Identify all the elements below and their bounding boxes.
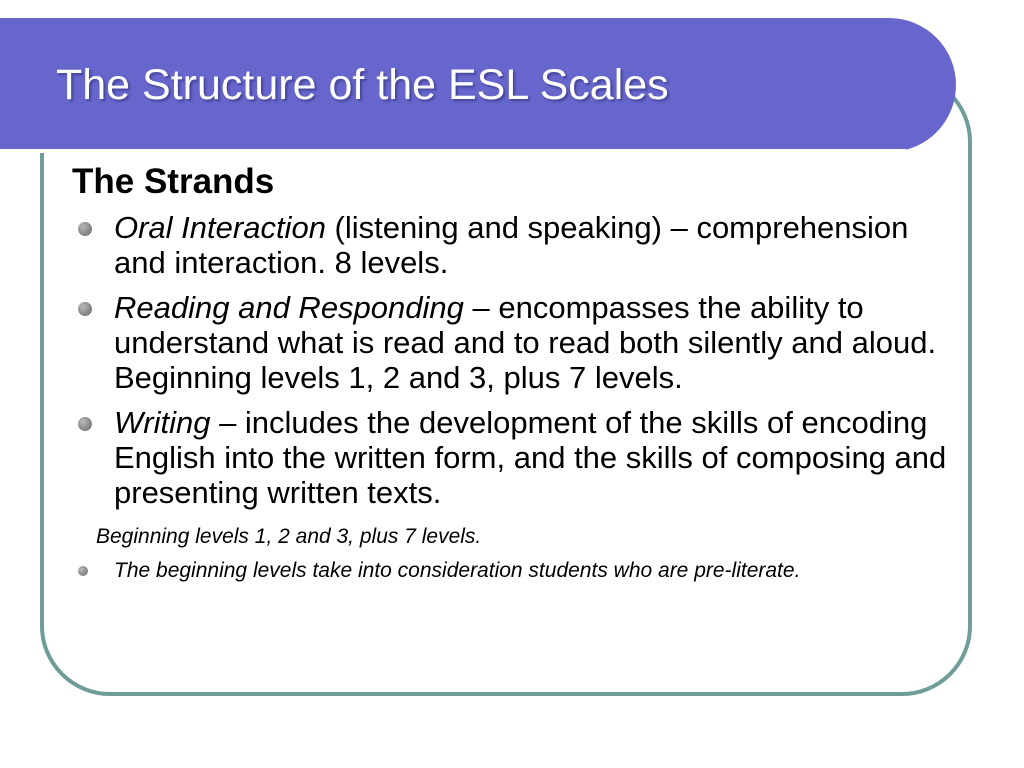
title-underline [0,149,906,153]
bullet-term: Reading and Responding [114,290,464,326]
bullet-dot-icon [78,566,88,576]
bullet-reading-and-responding [72,290,962,395]
slide-title: The Structure of the ESL Scales [56,61,669,109]
bullet-text: (listening and speaking) – comprehension and interaction. 8 levels. [114,210,909,281]
bullet-oral-interaction [72,210,962,280]
bullet-term: Oral Interaction [114,210,326,246]
slide-body [72,162,962,584]
bullet-writing [72,405,962,510]
bullet-pre-literate [72,558,962,584]
bullet-dot-icon [78,222,92,236]
strands-list [72,210,962,510]
beginning-levels-note: Beginning levels 1, 2 and 3, plus 7 levels. [96,525,482,549]
bullet-term: Writing [114,405,211,441]
bullet-text: The beginning levels take into consideration students who are pre-literate. [114,559,801,583]
strands-heading: The Strands [72,162,275,201]
bullet-text: – includes the development of the skills of encoding English into the written form, and the skills of composing and presenting written texts. [114,405,947,511]
bullet-dot-icon [78,417,92,431]
bullet-text: – encompasses the ability to understand what is read and to read both silently and aloud. Beginning levels 1, 2 and 3, plus 7 levels. [114,290,937,396]
bullet-dot-icon [78,302,92,316]
